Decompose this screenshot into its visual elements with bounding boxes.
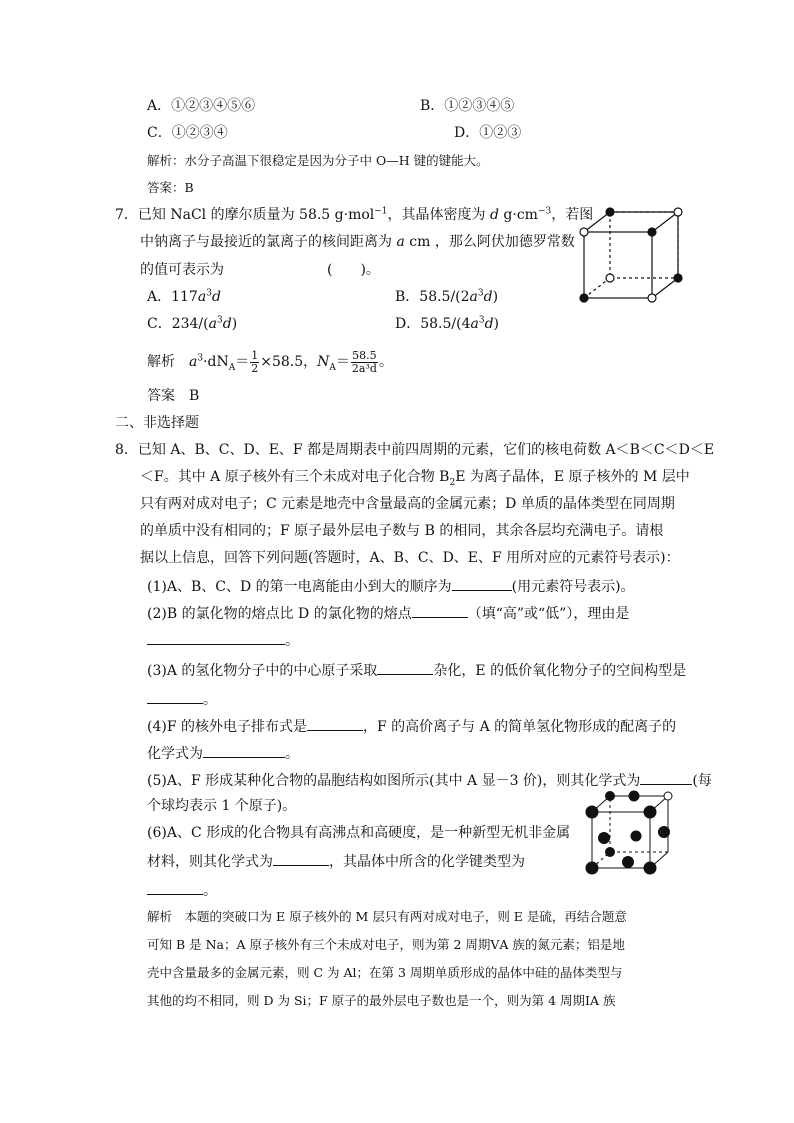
q8-line5: 据以上信息，回答下列问题(答题时，A、B、C、D、E、F 用所对应的元素符号表示)： xyxy=(140,550,680,566)
q7-option-a: A．$117a^3d$ xyxy=(147,288,221,305)
q8-analysis-line2: 可知 B 是 Na；A 原子核外有三个未成对电子，则为第 2 周期ⅤA 族的氮元素；铝是地 xyxy=(147,937,625,952)
q7-option-b: B．$58.5/(2a^3d)$ xyxy=(395,288,499,305)
q6-analysis: 解析：水分子高温下很稳定是因为分子中 O—H 键的键能大。 xyxy=(147,153,489,168)
q8-sub5: (5)A、F 形成某种化合物的晶胞结构如图所示(其中 A 显－3 价)，则其化学式为 (每 xyxy=(147,770,712,790)
answer-blank[interactable] xyxy=(640,770,692,785)
nacl-cube-diagram xyxy=(572,204,690,306)
q8-analysis-line1: 解析 本题的突破口为 E 原子核外的 M 层只有两对成对电子，则 E 是硫，再结合题意 xyxy=(147,909,627,924)
answer-blank[interactable] xyxy=(147,880,203,895)
q7-analysis: 解析 $a^3\cdot dN_A=$ $\frac{1}{2}$ ×58.5，$N_A=$ $\frac{58.5}{\text{2a³d}}$ 。 xyxy=(147,348,393,375)
answer-blank[interactable] xyxy=(147,630,285,645)
q8-analysis-line4: 其他的均不相同，则 D 为 Si；F 原子的最外层电子数也是一个，则为第 4 周期ⅠA 族 xyxy=(147,993,616,1008)
q7-line3: 的值可表示为 xyxy=(140,262,224,278)
q8-line2: ＜F。其中 A 原子核外有三个未成对电子化合物 $B_2E$ 为离子晶体，E 原子核外的 M 层中 xyxy=(140,469,690,488)
q6-option-c: C．①②③④ xyxy=(147,125,228,141)
answer-blank[interactable] xyxy=(273,851,329,866)
q7-paren: ( )。 xyxy=(327,262,380,278)
q6-option-d: D．①②③ xyxy=(454,125,522,141)
answer-blank[interactable] xyxy=(412,603,468,618)
q8-sub3-shape: 。 xyxy=(147,689,217,709)
fraction-one-half: $\frac{1}{2}$ xyxy=(251,348,259,375)
q6-answer: 答案：B xyxy=(147,180,194,195)
answer-blank[interactable] xyxy=(377,660,433,675)
q8-line3: 只有两对成对电子；C 元素是地壳中含量最高的金属元素；D 单质的晶体类型在同周期 xyxy=(140,496,675,512)
q8-sub5-note: 个球均表示 1 个原子)。 xyxy=(147,798,297,814)
answer-blank[interactable] xyxy=(452,576,512,591)
q8-sub2: (2)B 的氯化物的熔点比 D 的氯化物的熔点 （填“高”或“低”），理由是 xyxy=(147,603,629,623)
fraction-avogadro: $\frac{58.5}{\text{2a³d}}$ xyxy=(351,348,377,375)
q7-option-d: D．$58.5/(4a^3d)$ xyxy=(395,315,500,332)
answer-blank[interactable] xyxy=(147,689,203,704)
answer-blank[interactable] xyxy=(203,743,285,758)
q8-sub4: (4)F 的核外电子排布式是 ，F 的高价离子与 A 的简单氢化物形成的配离子的 xyxy=(147,716,676,736)
q8-line1: 8．已知 A、B、C、D、E、F 都是周期表中前四周期的元素，它们的核电荷数 A＜B＜C＜D＜E xyxy=(115,442,715,458)
q8-sub4-formula: 化学式为 。 xyxy=(147,743,299,763)
crystal-cell-diagram xyxy=(576,788,674,880)
q8-sub6-bond: 。 xyxy=(147,880,217,900)
q6-option-a: A．①②③④⑤⑥ xyxy=(147,98,256,114)
q8-sub6: (6)A、C 形成的化合物具有高沸点和高硬度，是一种新型无机非金属 xyxy=(147,825,571,841)
q7-line1: 7．已知 NaCl 的摩尔质量为 58.5 g·mol$^{-1}$，其晶体密度为 d $g\cdot cm^{-3}$，若图 xyxy=(115,206,594,223)
section-title: 二、非选择题 xyxy=(115,415,199,431)
q8-sub1: (1)A、B、C、D 的第一电离能由小到大的顺序为 (用元素符号表示)。 xyxy=(147,576,635,596)
q8-sub2-reason: 。 xyxy=(147,630,299,650)
q8-line4: 的单质中没有相同的；F 原子最外层电子数与 B 的相同，其余各层均充满电子。请根 xyxy=(140,523,664,539)
q7-line2: 中钠离子与最接近的氯离子的核间距离为 a cm ，那么阿伏加德罗常数 xyxy=(140,234,575,250)
q8-analysis-line3: 壳中含量最多的金属元素，则 C 为 Al；在第 3 周期单质形成的晶体中硅的晶体类型与 xyxy=(147,965,623,980)
q8-sub6-formula: 材料，则其化学式为 ，其晶体中所含的化学键类型为 xyxy=(147,851,525,871)
q6-option-b: B．①②③④⑤ xyxy=(420,98,515,114)
q7-answer: 答案 B xyxy=(147,388,200,404)
q8-sub3: (3)A 的氢化物分子中的中心原子采取 杂化，E 的低价氧化物分子的空间构型是 xyxy=(147,660,686,680)
q7-option-c: C．$234/(a^3d)$ xyxy=(147,315,238,332)
answer-blank[interactable] xyxy=(307,716,363,731)
